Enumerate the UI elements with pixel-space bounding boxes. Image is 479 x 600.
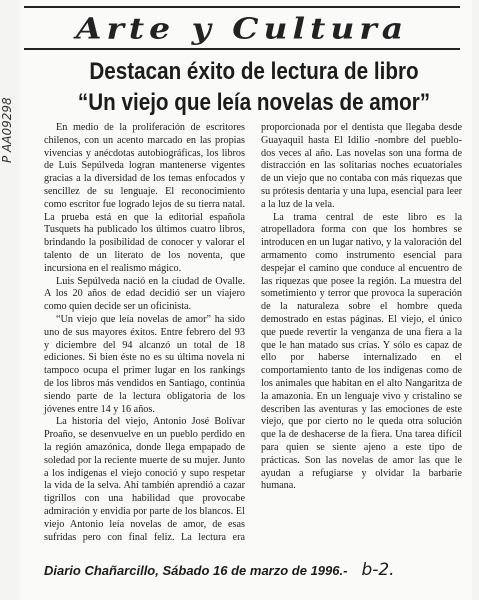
- article-paragraph-5: La trama central de este libro es la atropelladora forma con que los hombres se introducen en un lugar nativo, y la valoración del armamento como instrumento esencial para despejar el camino que conduce al encuentro de las riquezas que posee la región. La muestra del sometimiento y terror que provoca la superación de la naturaleza sobre el hombre queda demostrado en estas páginas. El viejo, el único que puede revertir la venganza de una fiera a la que le han matado sus crías. Y sólo es capaz de ello por haberse internalizado en el comportamiento tanto de los indígenas como de los animales que habitan en el alto Nangaritza de la amazonia. En un lenguaje vivo y cristalino se describen las aventuras y las emociones de este viejo, que por cierto no le queda otra solución que la de deshacerse de la fiera. Una tarea difícil para quien se siente ajeno a este tipo de prácticas. Son las novelas de amor las que le ayudan a refugiarse y olvidar la barbarie humana.: [261, 211, 462, 492]
- article-paragraph-2: Luis Sepúlveda nació en la ciudad de Ovalle. A los 20 años de edad decidió ser un viajero como quien decide ser un oficinista.: [44, 275, 245, 313]
- headline-line-1: Destacan éxito de lectura de libro: [89, 58, 419, 85]
- article-paragraph-4: La historia del viejo, Antonio José Bolívar Proaño, se desenvuelve en un pueblo perdido en la región amazónica, donde llega empapado de soledad por la reciente muerte de su mujer. Junto a los indígenas el viejo conoció y supo respetar la vida de la selva. Ahí también aprendió a cazar tigrillos con una habilidad que provocabe admiración y envidia por parte de los blancos. El viejo Antonio leía novelas de amor, de esas sufridas pero con final feliz. La lectura era proporcionada por el dentista que llegaba desde Guayaquil hasta El Idilio -nombre del pueblo- dos veces al año. Las novelas son una forma de distracción en las solitarias noches ecuatoriales de un viejo que no contaba con más riquezas que su prótesis dentaria y una lupa, esencial para leer a la luz de la vela.: [44, 122, 462, 543]
- headline: [73, 56, 434, 118]
- headline-line-2: “Un viejo que leía novelas de amor”: [77, 89, 431, 116]
- section-title: Arte y Cultura: [75, 10, 409, 46]
- section-header: [24, 6, 460, 50]
- article-paragraph-3: “Un viejo que leía novelas de amor” ha sido uno de sus mayores éxitos. Entre febrero del 93 y diciembre del 94 alcanzó un total de 18 ediciones. Si bien éste no es su última novela ni tampoco ocupa el primer lugar en los rankings de los libros más vendidos en Santiago, continúa siendo parte de la lectura obligatoria de los jóvenes entre 14 y 16 años.: [44, 313, 245, 415]
- handwritten-page-mark: b-2.: [361, 560, 395, 580]
- article-body: [44, 122, 462, 552]
- archive-code: P AA09298: [0, 97, 14, 163]
- source-footer: [44, 559, 464, 581]
- source-credit: Diario Chañarcillo, Sábado 16 de marzo de 1996.-: [44, 562, 348, 578]
- article-paragraph-1: En medio de la proliferación de escritores chilenos, con un acento marcado en las propias vivencias y anécdotas autobiográficas, los libros de Luis Sepúlveda logran mantenerse vigentes gracias a la diversidad de los temas enfocados y sencillez de su lenguaje. El reconocimiento como escritor fue logrado lejos de su tierra natal. La prueba está en que la editorial española Tusquets ha publicado los últimos cuatro libros, brindando la posibilidad de conocer y valorar el talento de un literato de los noventa, que incursiona en el realismo mágico.: [44, 122, 245, 274]
